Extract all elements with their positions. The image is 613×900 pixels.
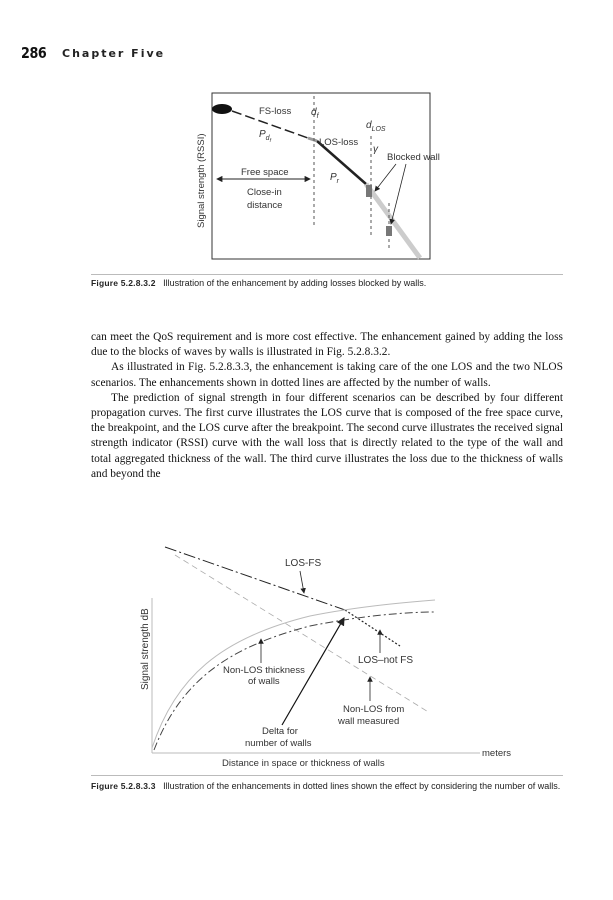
nlos-thickness-label-2: of walls (248, 676, 280, 687)
blocked-wall-arrow-1 (375, 164, 396, 191)
page-number: 286 (21, 44, 47, 62)
delta-label-2: number of walls (245, 738, 312, 749)
los-loss-label: LOS-loss (319, 137, 359, 148)
wall-block-2 (386, 226, 392, 236)
blocked-wall-label: Blocked wall (387, 152, 440, 163)
wall-block-1 (366, 185, 372, 197)
x-unit-label: meters (482, 748, 512, 759)
free-space-label: Free space (241, 167, 289, 178)
figure1-caption-text: Illustration of the enhancement by adding losses blocked by walls. (163, 278, 427, 288)
close-in-label: Close-in (247, 187, 282, 198)
figure-5-2-8-3-2 (190, 88, 440, 268)
close-in-label-2: distance (247, 200, 283, 211)
transmitter-marker (212, 104, 232, 114)
x-axis-label: Distance in space or thickness of walls (222, 758, 385, 769)
pdf-label: $P_{df}$ (259, 129, 271, 144)
chapter-title: Chapter Five (62, 47, 166, 60)
figure1-caption (91, 277, 563, 289)
figure2-rule (91, 775, 563, 776)
los-not-fs-label: LOS–not FS (358, 655, 414, 666)
paragraph-3: The prediction of signal strength in four different scenarios can be described by four different propagation curves. The first curve illustrates the LOS curve that is composed of the free space curve, the breakpoint, and the LOS curve after the breakpoint. The second curve illustrates the received signal strength indicator (RSSI) curve with the wall loss that is directly related to the type of the wall and total aggregated thickness of the wall. The third curve illustrates the loss due to the thickness of walls and beyond the (91, 391, 563, 480)
body-text (91, 330, 563, 482)
los-curve-grey (308, 138, 317, 141)
figure2-caption (91, 780, 563, 792)
los-fs-curve (165, 547, 345, 610)
nlos-wall-label: Non-LOS from (343, 704, 405, 715)
figure2-caption-label: Figure 5.2.8.3.3 (91, 781, 156, 791)
paragraph-2: As illustrated in Fig. 5.2.8.3.3, the enhancement is taking care of the one LOS and the two NLOS scenarios. The enhancements shown in dotted lines are affected by the number of walls. (91, 361, 563, 389)
dlos-label: $d_{LOS}$ (366, 120, 386, 133)
df-label: $d_f$ (311, 107, 319, 120)
y-axis-label: Signal strength (RSSI) (196, 133, 207, 228)
fs-loss-label: FS-loss (259, 106, 292, 117)
figure-5-2-8-3-3 (130, 538, 530, 770)
figure2-caption-text: Illustration of the enhancements in dotted lines shown the effect by considering the number of walls. (163, 781, 561, 791)
paragraph-1: can meet the QoS requirement and is more cost effective. The enhancement gained by adding the loss due to the blocks of waves by walls is illustrated in Fig. 5.2.8.3.2. (91, 331, 563, 359)
blocked-wall-arrow-2 (391, 164, 406, 224)
nlos-wall-label-2: wall measured (338, 716, 400, 727)
nlos-thickness-label: Non-LOS thickness (223, 665, 305, 676)
figure1-caption-label: Figure 5.2.8.3.2 (91, 278, 156, 288)
los-not-fs-curve (345, 610, 400, 646)
los-fs-arrow (300, 571, 304, 593)
los-fs-label: LOS-FS (285, 558, 322, 569)
pr-label: $P_r$ (330, 172, 340, 185)
figure1-rule (91, 274, 563, 275)
blocked-curve (366, 184, 420, 258)
gamma-label: γ (373, 144, 378, 155)
y-axis-label-2: Signal strength dB (140, 608, 151, 690)
delta-label: Delta for (262, 726, 298, 737)
